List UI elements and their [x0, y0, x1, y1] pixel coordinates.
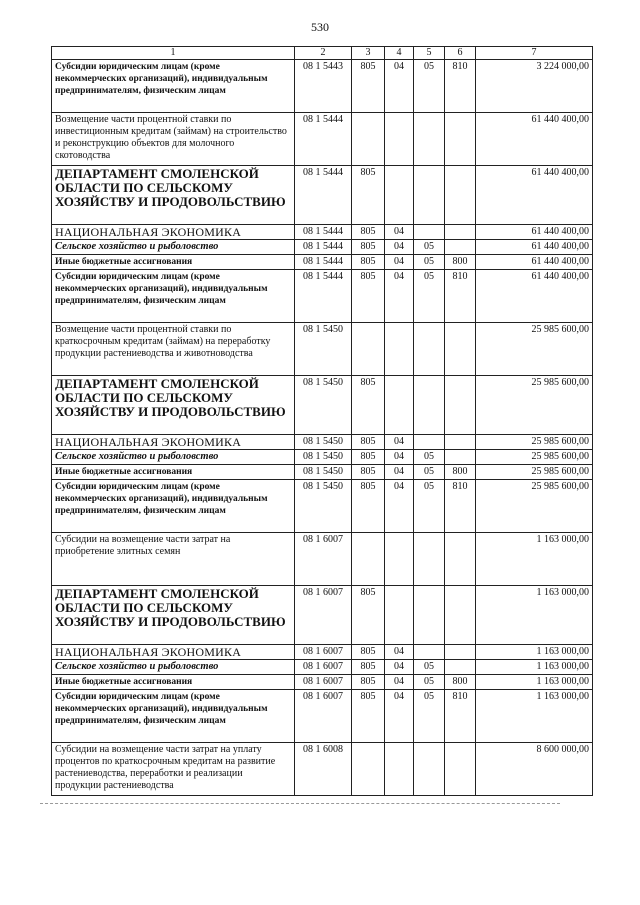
row-expense-type-code	[445, 533, 476, 586]
table-row	[52, 225, 593, 240]
row-department-code	[352, 743, 385, 796]
row-subsection-code	[414, 743, 445, 796]
row-department-code: 805	[352, 255, 385, 270]
row-subsection-code	[414, 645, 445, 660]
table-row	[52, 240, 593, 255]
row-expense-type-code	[445, 166, 476, 225]
row-target-code: 08 1 6007	[295, 533, 352, 586]
row-amount: 25 985 600,00	[476, 450, 593, 465]
header-col-6: 6	[445, 47, 476, 60]
row-expense-type-code: 800	[445, 465, 476, 480]
row-subsection-code	[414, 435, 445, 450]
row-subsection-code	[414, 323, 445, 376]
row-expense-type-code: 810	[445, 270, 476, 323]
row-department-code: 805	[352, 270, 385, 323]
row-target-code: 08 1 5444	[295, 225, 352, 240]
row-subsection-code: 05	[414, 480, 445, 533]
row-expense-type-code	[445, 586, 476, 645]
row-amount: 61 440 400,00	[476, 240, 593, 255]
row-department-code: 805	[352, 435, 385, 450]
row-subsection-code	[414, 586, 445, 645]
header-col-7: 7	[476, 47, 593, 60]
row-amount: 61 440 400,00	[476, 225, 593, 240]
row-department-code	[352, 113, 385, 166]
row-description: Субсидии на возмещение части затрат на приобретение элитных семян	[52, 533, 295, 586]
header-col-4: 4	[385, 47, 414, 60]
table-header-row	[52, 47, 593, 60]
row-department-code: 805	[352, 480, 385, 533]
row-department-code: 805	[352, 660, 385, 675]
row-description: Иные бюджетные ассигнования	[52, 675, 295, 690]
row-section-code	[385, 533, 414, 586]
row-target-code: 08 1 6007	[295, 690, 352, 743]
row-description: ДЕПАРТАМЕНТ СМОЛЕНСКОЙ ОБЛАСТИ ПО СЕЛЬСКОМУ ХОЗЯЙСТВУ И ПРОДОВОЛЬСТВИЮ	[52, 166, 295, 225]
table-row	[52, 113, 593, 166]
row-description: Субсидии юридическим лицам (кроме некоммерческих организаций), индивидуальным предпринимателям, физическим лицам	[52, 480, 295, 533]
row-target-code: 08 1 6007	[295, 660, 352, 675]
table-row	[52, 376, 593, 435]
table-row	[52, 166, 593, 225]
budget-table	[51, 46, 593, 796]
row-section-code	[385, 743, 414, 796]
row-expense-type-code	[445, 450, 476, 465]
row-subsection-code: 05	[414, 450, 445, 465]
table-row	[52, 586, 593, 645]
row-amount: 61 440 400,00	[476, 270, 593, 323]
row-expense-type-code: 800	[445, 675, 476, 690]
row-section-code: 04	[385, 435, 414, 450]
scan-artifact-line	[40, 803, 560, 804]
table-row	[52, 480, 593, 533]
row-section-code: 04	[385, 450, 414, 465]
row-department-code: 805	[352, 166, 385, 225]
row-target-code: 08 1 5450	[295, 450, 352, 465]
row-amount: 8 600 000,00	[476, 743, 593, 796]
row-description: Субсидии юридическим лицам (кроме некоммерческих организаций), индивидуальным предпринимателям, физическим лицам	[52, 690, 295, 743]
row-section-code: 04	[385, 240, 414, 255]
row-description: Сельское хозяйство и рыболовство	[52, 450, 295, 465]
row-department-code: 805	[352, 675, 385, 690]
row-target-code: 08 1 5450	[295, 323, 352, 376]
row-amount: 1 163 000,00	[476, 675, 593, 690]
row-amount: 25 985 600,00	[476, 465, 593, 480]
row-department-code: 805	[352, 240, 385, 255]
row-subsection-code	[414, 376, 445, 435]
row-target-code: 08 1 6007	[295, 586, 352, 645]
row-description: Возмещение части процентной ставки по краткосрочным кредитам (займам) на переработку продукции растениеводства и животноводства	[52, 323, 295, 376]
row-subsection-code: 05	[414, 255, 445, 270]
row-target-code: 08 1 5443	[295, 60, 352, 113]
row-subsection-code	[414, 225, 445, 240]
table-row	[52, 60, 593, 113]
row-amount: 25 985 600,00	[476, 376, 593, 435]
row-amount: 61 440 400,00	[476, 166, 593, 225]
row-department-code: 805	[352, 450, 385, 465]
row-section-code: 04	[385, 255, 414, 270]
row-description: НАЦИОНАЛЬНАЯ ЭКОНОМИКА	[52, 435, 295, 450]
row-description: Субсидии на возмещение части затрат на уплату процентов по краткосрочным кредитам на развитие растениеводства, переработки и реализации продукции растениеводства	[52, 743, 295, 796]
row-amount: 1 163 000,00	[476, 645, 593, 660]
table-row	[52, 465, 593, 480]
row-target-code: 08 1 6008	[295, 743, 352, 796]
row-expense-type-code	[445, 376, 476, 435]
row-target-code: 08 1 5450	[295, 480, 352, 533]
row-target-code: 08 1 5444	[295, 166, 352, 225]
row-section-code: 04	[385, 690, 414, 743]
row-amount: 3 224 000,00	[476, 60, 593, 113]
row-section-code: 04	[385, 480, 414, 533]
row-amount: 25 985 600,00	[476, 435, 593, 450]
row-subsection-code	[414, 113, 445, 166]
row-description: НАЦИОНАЛЬНАЯ ЭКОНОМИКА	[52, 225, 295, 240]
table-row	[52, 323, 593, 376]
row-amount: 1 163 000,00	[476, 586, 593, 645]
row-department-code: 805	[352, 376, 385, 435]
budget-table-body	[52, 47, 593, 796]
row-section-code: 04	[385, 465, 414, 480]
row-description: НАЦИОНАЛЬНАЯ ЭКОНОМИКА	[52, 645, 295, 660]
row-department-code: 805	[352, 465, 385, 480]
header-col-5: 5	[414, 47, 445, 60]
page-number: 530	[311, 20, 329, 34]
row-target-code: 08 1 6007	[295, 645, 352, 660]
row-section-code: 04	[385, 660, 414, 675]
row-amount: 61 440 400,00	[476, 113, 593, 166]
row-description: Иные бюджетные ассигнования	[52, 465, 295, 480]
row-section-code	[385, 166, 414, 225]
table-row	[52, 690, 593, 743]
row-subsection-code	[414, 166, 445, 225]
row-target-code: 08 1 5444	[295, 255, 352, 270]
row-expense-type-code: 810	[445, 690, 476, 743]
row-amount: 1 163 000,00	[476, 690, 593, 743]
row-expense-type-code	[445, 240, 476, 255]
row-description: ДЕПАРТАМЕНТ СМОЛЕНСКОЙ ОБЛАСТИ ПО СЕЛЬСКОМУ ХОЗЯЙСТВУ И ПРОДОВОЛЬСТВИЮ	[52, 586, 295, 645]
row-target-code: 08 1 5444	[295, 113, 352, 166]
row-section-code: 04	[385, 60, 414, 113]
row-expense-type-code	[445, 645, 476, 660]
row-expense-type-code	[445, 660, 476, 675]
table-row	[52, 255, 593, 270]
row-target-code: 08 1 5450	[295, 435, 352, 450]
row-department-code: 805	[352, 225, 385, 240]
row-target-code: 08 1 5450	[295, 465, 352, 480]
table-row	[52, 435, 593, 450]
row-amount: 25 985 600,00	[476, 480, 593, 533]
row-expense-type-code	[445, 743, 476, 796]
row-subsection-code: 05	[414, 690, 445, 743]
row-section-code	[385, 113, 414, 166]
table-row	[52, 533, 593, 586]
row-expense-type-code: 800	[445, 255, 476, 270]
row-target-code: 08 1 5450	[295, 376, 352, 435]
row-subsection-code: 05	[414, 675, 445, 690]
row-amount: 25 985 600,00	[476, 323, 593, 376]
row-section-code	[385, 376, 414, 435]
row-department-code: 805	[352, 690, 385, 743]
row-description: Иные бюджетные ассигнования	[52, 255, 295, 270]
header-col-2: 2	[295, 47, 352, 60]
row-amount: 1 163 000,00	[476, 533, 593, 586]
row-section-code	[385, 323, 414, 376]
row-subsection-code: 05	[414, 660, 445, 675]
row-department-code: 805	[352, 645, 385, 660]
table-row	[52, 743, 593, 796]
row-subsection-code: 05	[414, 60, 445, 113]
row-amount: 1 163 000,00	[476, 660, 593, 675]
row-subsection-code: 05	[414, 465, 445, 480]
row-section-code: 04	[385, 645, 414, 660]
row-description: Сельское хозяйство и рыболовство	[52, 240, 295, 255]
row-description: Сельское хозяйство и рыболовство	[52, 660, 295, 675]
row-expense-type-code: 810	[445, 480, 476, 533]
row-expense-type-code	[445, 323, 476, 376]
row-amount: 61 440 400,00	[476, 255, 593, 270]
row-section-code: 04	[385, 270, 414, 323]
table-row	[52, 660, 593, 675]
row-description: ДЕПАРТАМЕНТ СМОЛЕНСКОЙ ОБЛАСТИ ПО СЕЛЬСКОМУ ХОЗЯЙСТВУ И ПРОДОВОЛЬСТВИЮ	[52, 376, 295, 435]
row-section-code: 04	[385, 225, 414, 240]
row-expense-type-code: 810	[445, 60, 476, 113]
row-subsection-code: 05	[414, 270, 445, 323]
table-row	[52, 270, 593, 323]
row-description: Субсидии юридическим лицам (кроме некоммерческих организаций), индивидуальным предпринимателям, физическим лицам	[52, 60, 295, 113]
row-section-code	[385, 586, 414, 645]
row-target-code: 08 1 5444	[295, 240, 352, 255]
row-expense-type-code	[445, 435, 476, 450]
row-description: Возмещение части процентной ставки по инвестиционным кредитам (займам) на строительство и реконструкцию объектов для молочного скотоводства	[52, 113, 295, 166]
row-target-code: 08 1 5444	[295, 270, 352, 323]
row-expense-type-code	[445, 225, 476, 240]
table-row	[52, 450, 593, 465]
header-col-1: 1	[52, 47, 295, 60]
row-department-code	[352, 533, 385, 586]
row-department-code: 805	[352, 586, 385, 645]
row-subsection-code	[414, 533, 445, 586]
row-expense-type-code	[445, 113, 476, 166]
row-description: Субсидии юридическим лицам (кроме некоммерческих организаций), индивидуальным предпринимателям, физическим лицам	[52, 270, 295, 323]
row-department-code	[352, 323, 385, 376]
row-subsection-code: 05	[414, 240, 445, 255]
header-col-3: 3	[352, 47, 385, 60]
row-target-code: 08 1 6007	[295, 675, 352, 690]
table-row	[52, 645, 593, 660]
row-section-code: 04	[385, 675, 414, 690]
row-department-code: 805	[352, 60, 385, 113]
table-row	[52, 675, 593, 690]
